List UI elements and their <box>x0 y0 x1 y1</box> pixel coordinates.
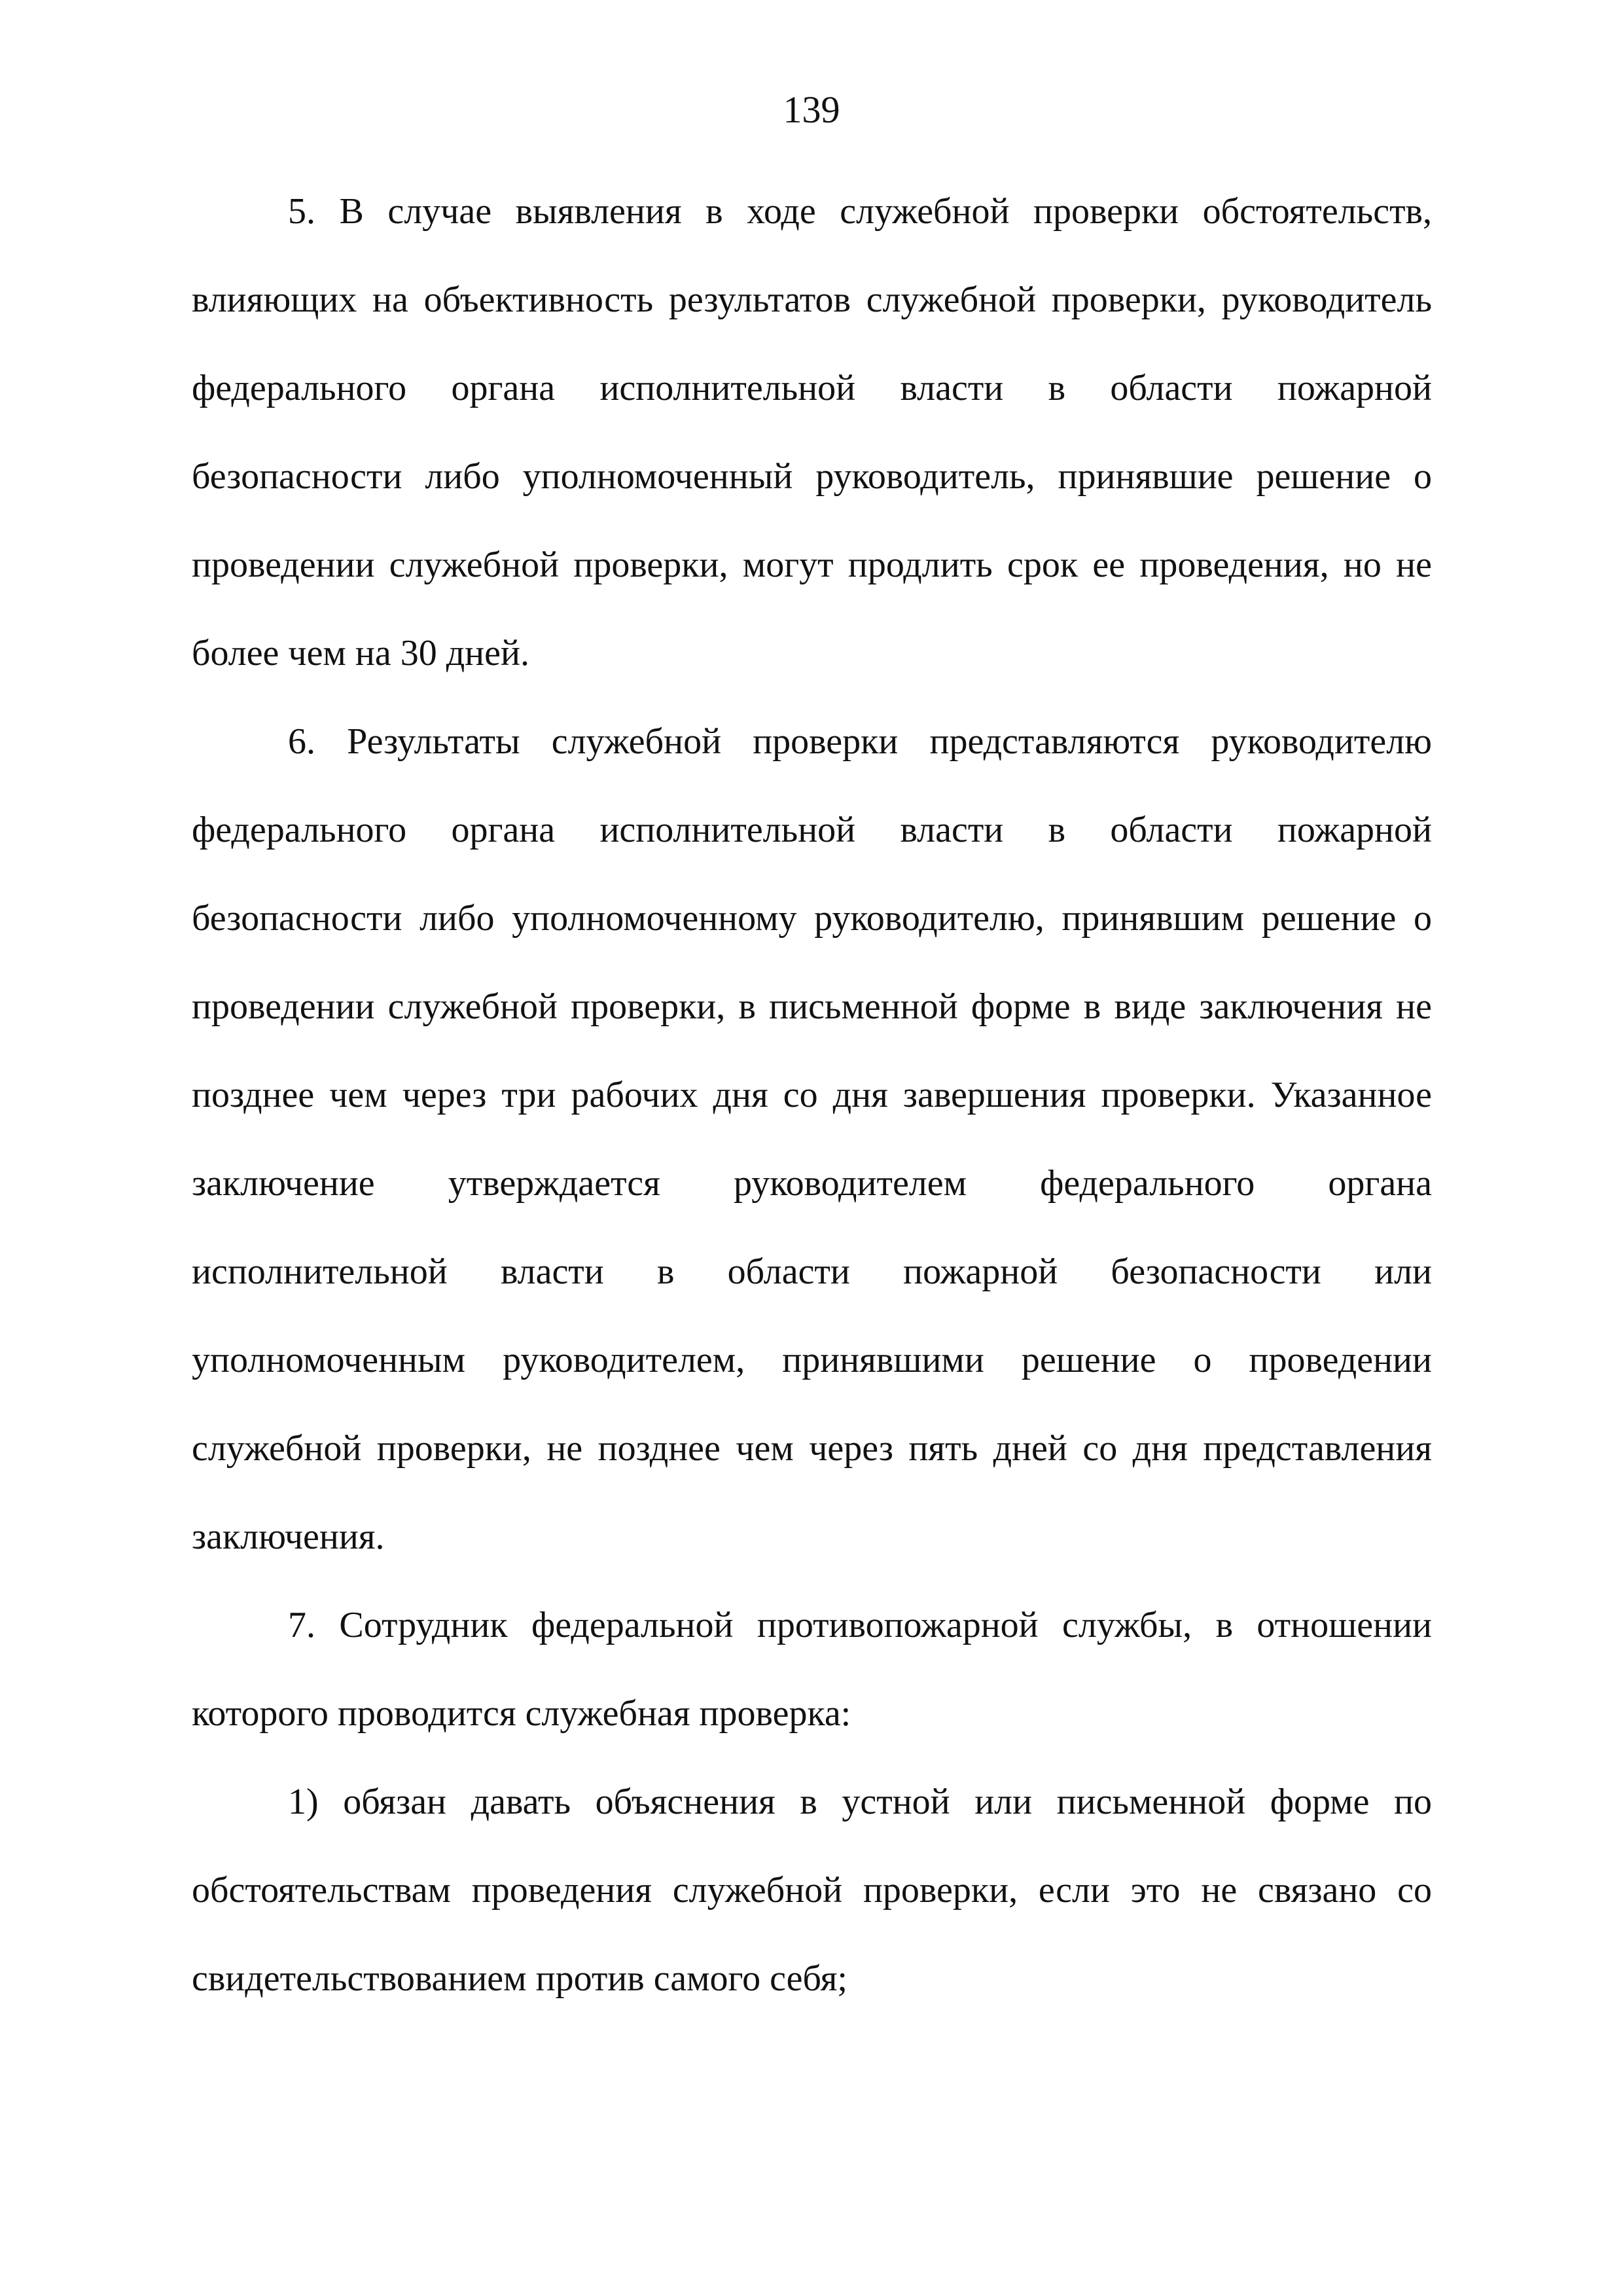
paragraph-7: 7. Сотрудник федеральной противопожарной службы, в отношении которого проводится служебная проверка: <box>192 1605 1432 1734</box>
document-body <box>192 168 1432 2023</box>
paragraph-7-item-1: 1) обязан давать объяснения в устной или письменной форме по обстоятельствам проведения служебной проверки, если это не связано со свидетельствованием против самого себя; <box>192 1782 1432 1999</box>
paragraph-6: 6. Результаты служебной проверки представляются руководителю федерального органа исполнительной власти в области пожарной безопасности либо уполномоченному руководителю, принявшим решение о проведении служебной проверки, в письменной форме в виде заключения не позднее чем через три рабочих дня со дня завершения проверки. Указанное заключение утверждается руководителем федерального органа исполнительной власти в области пожарной безопасности или уполномоченным руководителем, принявшими решение о проведении служебной проверки, не позднее чем через пять дней со дня представления заключения. <box>192 721 1432 1557</box>
page-number: 139 <box>783 88 840 131</box>
paragraph-5: 5. В случае выявления в ходе служебной проверки обстоятельств, влияющих на объективность результатов служебной проверки, руководитель федерального органа исполнительной власти в области пожарной безопасности либо уполномоченный руководитель, принявшие решение о проведении служебной проверки, могут продлить срок ее проведения, но не более чем на 30 дней. <box>192 191 1432 673</box>
